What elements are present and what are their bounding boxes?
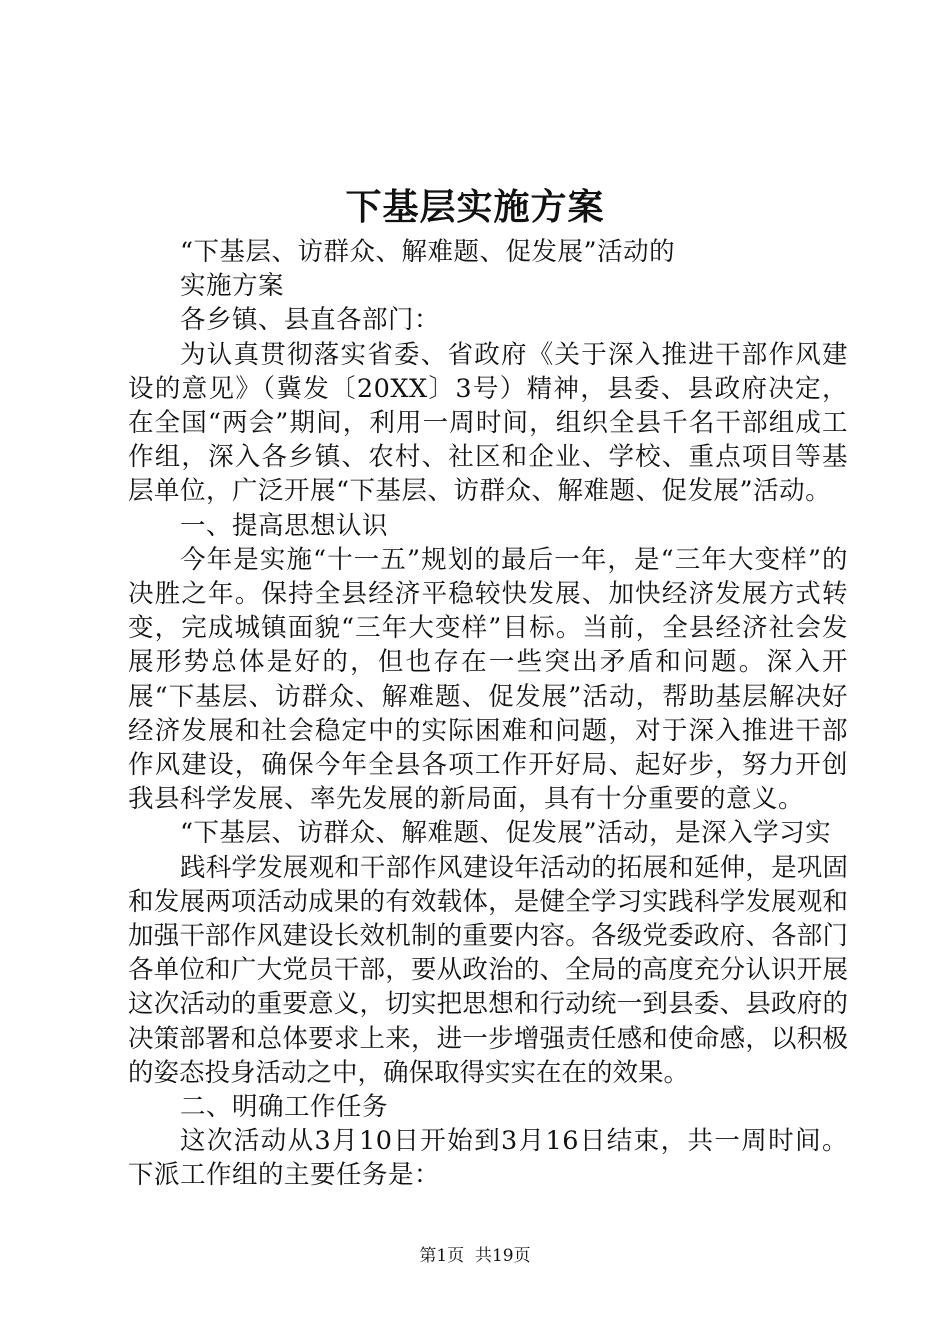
section-heading-1: 一、提高思想认识 [180, 510, 389, 541]
paragraph-intro: 为认真贯彻落实省委、省政府《关于深入推进干部作风建设的意见》（冀发〔20XX〕3号）精神，县委、县政府决定，在全国“两会”期间，利用一周时间，组织全县千名干部组成工作组，深入各乡镇、农村、社区和企业、学校、重点项目等基层单位，广泛开展“下基层、访群众、解难题、促发展”活动。 [128, 339, 848, 507]
document-title: 下基层实施方案 [345, 186, 605, 228]
paragraph-section-1-b: “下基层、访群众、解难题、促发展”活动，是深入学习实 [180, 818, 832, 849]
paragraph-section-1-c: 践科学发展观和干部作风建设年活动的拓展和延伸，是巩固和发展两项活动成果的有效载体，是健全学习实践科学发展观和加强干部作风建设长效机制的重要内容。各级党委政府、各部门各单位和广大党员干部，要从政治的、全局的高度充分认识开展这次活动的重要意义，切实把思想和行动统一到县委、县政府的决策部署和总体要求上来，进一步增强责任感和使命感，以积极的姿态投身活动之中，确保取得实实在在的效果。 [128, 852, 848, 1088]
paragraph-section-1-a: 今年是实施“十一五”规划的最后一年，是“三年大变样”的决胜之年。保持全县经济平稳较快发展、加快经济发展方式转变，完成城镇面貌“三年大变样”目标。当前，全县经济社会发展形势总体是好的，但也存在一些突出矛盾和问题。深入开展“下基层、访群众、解难题、促发展”活动，帮助基层解决好经济发展和社会稳定中的实际困难和问题，对于深入推进干部作风建设，确保今年全县各项工作开好局、起好步，努力开创我县科学发展、率先发展的新局面，具有十分重要的意义。 [128, 544, 848, 815]
paragraph-section-2-a: 这次活动从3月10日开始到3月16日结束，共一周时间。下派工作组的主要任务是： [128, 1126, 848, 1191]
page-number-footer [0, 1244, 950, 1268]
paragraph-plan-heading: 实施方案 [180, 271, 285, 302]
document-body [128, 235, 848, 1193]
paragraph-addressee: 各乡镇、县直各部门： [180, 305, 441, 336]
section-heading-2: 二、明确工作任务 [180, 1092, 389, 1123]
page-number-label: 第1页 共19页 [419, 1246, 531, 1266]
paragraph-activity-heading: “下基层、访群众、解难题、促发展”活动的 [180, 237, 676, 267]
